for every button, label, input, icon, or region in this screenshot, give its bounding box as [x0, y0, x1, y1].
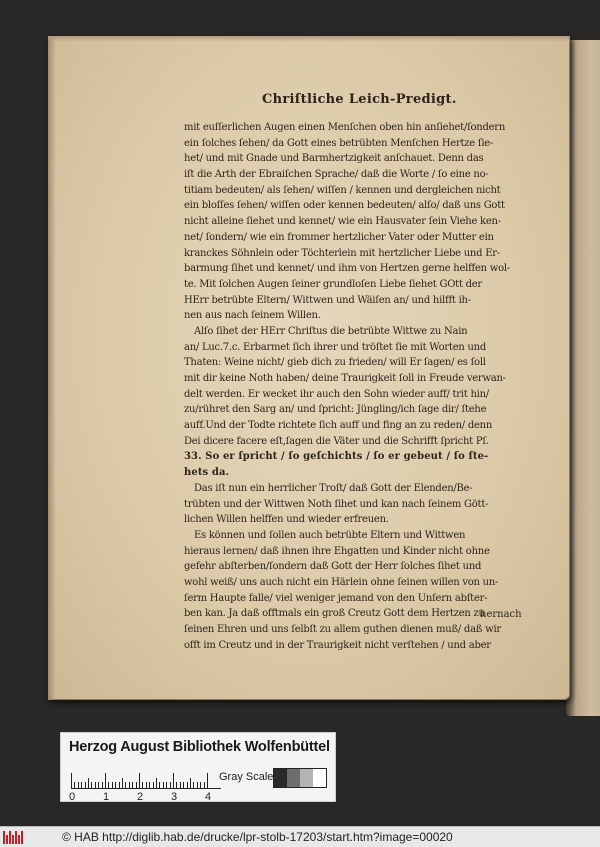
ruler-label-2: 2 — [137, 791, 144, 803]
text-line: lichen Willen helffen und wieder erfreuen. — [184, 514, 389, 526]
text-line: iſt die Arth der Ebraiſchen Sprache/ daß die Worte / ſo eine no- — [184, 169, 489, 181]
text-line: an/ Luc.7.c. Erbarmet ſich ihrer und tröſtet ſie mit Worten und — [184, 341, 487, 353]
grayscale-swatch-4 — [313, 769, 326, 787]
text-line: Es können und ſollen auch betrübte Eltern und Wittwen — [194, 529, 466, 541]
grayscale-swatches — [273, 768, 327, 788]
page-edge-left — [48, 36, 56, 700]
text-line: zu/rühret den Sarg an/ und ſpricht: Jüngling/ich ſage dir/ ſtehe — [184, 404, 487, 416]
body-text — [184, 120, 518, 653]
grayscale-swatch-3 — [300, 769, 313, 787]
text-line: 33. So er ſpricht / ſo geſchichts / ſo er gebeut / ſo ſte- — [184, 451, 489, 463]
grayscale-swatch-1 — [274, 769, 287, 787]
text-line: delt werden. Er wecket ihr auch den Sohn wieder auff/ trit hin/ — [184, 388, 489, 400]
text-line: ein ſolches ſehen/ da Gott eines betrübten Menſchen Hertze ſie- — [184, 137, 494, 149]
text-line: gefehr abſterben/ſondern daß Gott der Herr ſolches ſihet und — [184, 561, 482, 573]
text-line: kranckes Söhnlein oder Töchterlein mit hertzlicher Liebe und Er- — [184, 247, 500, 259]
hab-logo-icon — [3, 831, 25, 844]
text-line: titiam bedeuten/ als ſehen/ wiſſen / kennen und dergleichen nicht — [184, 184, 501, 196]
library-name: Herzog August Bibliothek Wolfenbüttel — [69, 739, 330, 755]
text-line: Das iſt nun ein herrlicher Troſt/ daß Gott der Elenden/Be- — [194, 482, 473, 494]
text-line: het/ und mit Gnade und Barmhertzigkeit anſchauet. Denn das — [184, 153, 484, 165]
status-bar — [0, 826, 600, 847]
text-line: mit euſſerlichen Augen einen Menſchen oben hin anſiehet/ſondern — [184, 122, 506, 133]
text-line: auff.Und der Todte richtete ſich auff und fing an zu reden/ denn — [184, 420, 493, 432]
running-head: Chriſtliche Leich-Predigt. — [262, 92, 457, 107]
text-line: ſeinen Ehren und uns ſelbſt zu allem guthen dienen muß/ daß wir — [184, 624, 501, 635]
text-line: HErr betrübte Eltern/ Wittwen und Wäiſen an/ und hilfft ih- — [184, 294, 471, 306]
text-line: hets da. — [184, 467, 230, 479]
text-line: trübten und der Wittwen Noth ſihet und kan nach ſeinem Gött- — [184, 498, 489, 510]
text-line: net/ ſondern/ wie ein frommer hertzlicher Vater oder Mutter ein — [184, 231, 494, 243]
text-line: offt im Creutz und in der Traurigkeit nicht verſtehen / und aber — [184, 639, 491, 651]
text-line: Thaten: Weine nicht/ gieb dich zu frieden/ will Er ſagen/ es ſoll — [184, 357, 486, 369]
ruler-label-3: 3 — [171, 791, 178, 803]
catchword: hernach — [480, 609, 522, 620]
grayscale-label: Gray Scale — [219, 771, 274, 783]
ruler-label-4: 4 — [205, 791, 212, 803]
text-line: nicht alleine ſiehet und kennet/ wie ein Hausvater ſein Viehe ken- — [184, 216, 501, 228]
scale-ruler — [71, 767, 221, 789]
text-line: ſerm Haupte falle/ viel weniger jemand von den Unſern abſter- — [184, 592, 488, 604]
ruler-label-0: 0 — [69, 791, 76, 803]
text-line: barmung ſihet und kennet/ und ihm von Hertzen gerne helffen wol- — [184, 263, 510, 275]
ruler-label-1: 1 — [103, 791, 110, 803]
text-line: wohl weiß/ uns auch nicht ein Härlein ohne ſeinen willen von un- — [184, 576, 499, 588]
text-line: Alſo ſihet der HErr Chriſtus die betrübte Wittwe zu Nain — [194, 325, 468, 337]
text-line: Dei dicere facere eſt,ſagen die Väter und die Schrifft ſpricht Pſ. — [184, 435, 489, 447]
text-line: hieraus lernen/ daß ihnen ihre Ehgatten und Kinder nicht ohne — [184, 545, 490, 557]
grayscale-swatch-2 — [287, 769, 300, 787]
page-edge-top — [48, 36, 570, 42]
text-line: ein bloſſes ſehen/ wiſſen oder kennen bedeuten/ alſo/ daß uns Gott — [184, 200, 505, 212]
text-line: te. Mit ſolchen Augen ſeiner grundloſen Liebe ſiehet GOtt der — [184, 278, 482, 290]
text-line: ben kan. Ja daß offtmals ein groß Creutz Gott dem Hertzen zu — [184, 608, 485, 620]
text-line: mit dir keine Noth haben/ deine Traurigkeit ſoll in Freude verwan- — [184, 373, 506, 384]
color-calibration-card — [60, 732, 336, 802]
text-line: nen aus nach ſeinem Willen. — [184, 310, 321, 322]
copyright-link[interactable]: © HAB http://diglib.hab.de/drucke/lpr-stolb-17203/start.htm?image=00020 — [62, 830, 453, 844]
